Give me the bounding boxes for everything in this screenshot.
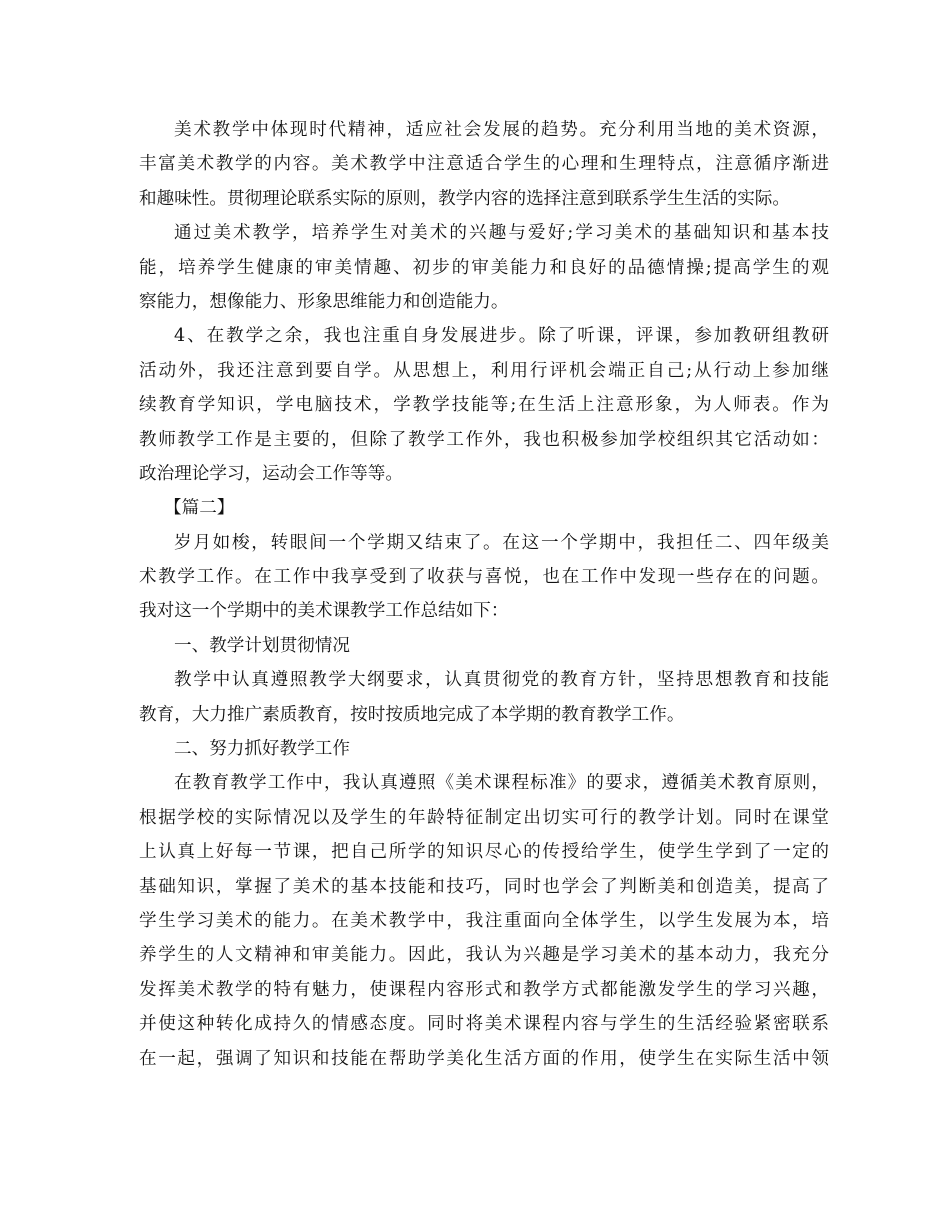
document-body <box>139 113 829 1076</box>
paragraph-line: 和趣味性。贯彻理论联系实际的原则，教学内容的选择注意到联系学生生活的实际。 <box>139 188 790 209</box>
subsection-heading: 二、努力抓好教学工作 <box>174 739 350 760</box>
paragraph-line: 通过美术教学，培养学生对美术的兴趣与爱好;学习美术的基础知识和基本技 <box>174 223 829 244</box>
paragraph-line: 我对这一个学期中的美术课教学工作总结如下： <box>139 601 509 622</box>
paragraph-line: 教师教学工作是主要的，但除了教学工作外，我也积极参加学校组织其它活动如： <box>139 429 829 450</box>
paragraph-line: 政治理论学习，运动会工作等等。 <box>139 463 403 484</box>
paragraph-line: 养学生的人文精神和审美能力。因此，我认为兴趣是学习美术的基本动力，我充分 <box>139 945 829 966</box>
paragraph-line: 活动外，我还注意到要自学。从思想上，利用行评机会端正自己;从行动上参加继 <box>139 360 829 381</box>
paragraph-line: 教学中认真遵照教学大纲要求，认真贯彻党的教育方针，坚持思想教育和技能 <box>174 670 829 691</box>
paragraph-line: 并使这种转化成持久的情感态度。同时将美术课程内容与学生的生活经验紧密联系 <box>139 1014 829 1035</box>
paragraph-line: 4、在教学之余，我也注重自身发展进步。除了听课，评课，参加教研组教研 <box>174 326 829 347</box>
paragraph-line: 美术教学中体现时代精神，适应社会发展的趋势。充分利用当地的美术资源， <box>174 120 829 140</box>
paragraph-line: 丰富美术教学的内容。美术教学中注意适合学生的心理和生理特点，注意循序渐进 <box>139 154 829 175</box>
paragraph-line: 岁月如梭，转眼间一个学期又结束了。在这一个学期中，我担任二、四年级美 <box>174 532 829 553</box>
section-heading: 【篇二】 <box>164 498 235 519</box>
paragraph-line: 基础知识，掌握了美术的基本技能和技巧，同时也学会了判断美和创造美，提高了 <box>139 876 829 897</box>
paragraph-line: 根据学校的实际情况以及学生的年龄特征制定出切实可行的教学计划。同时在课堂 <box>139 807 829 828</box>
paragraph-line: 在一起，强调了知识和技能在帮助学美化生活方面的作用，使学生在实际生活中领 <box>139 1048 829 1069</box>
paragraph-line: 能，培养学生健康的审美情趣、初步的审美能力和良好的品德情操;提高学生的观 <box>139 257 829 278</box>
paragraph-line: 续教育学知识，学电脑技术，学教学技能等;在生活上注意形象，为人师表。作为 <box>139 395 829 416</box>
subsection-heading: 一、教学计划贯彻情况 <box>174 635 350 656</box>
paragraph-line: 学生学习美术的能力。在美术教学中，我注重面向全体学生，以学生发展为本，培 <box>139 910 829 931</box>
paragraph-line: 察能力，想像能力、形象思维能力和创造能力。 <box>139 291 509 312</box>
paragraph-line: 术教学工作。在工作中我享受到了收获与喜悦，也在工作中发现一些存在的问题。 <box>139 567 829 588</box>
paragraph-line: 在教育教学工作中，我认真遵照《美术课程标准》的要求，遵循美术教育原则， <box>174 773 829 794</box>
paragraph-line: 上认真上好每一节课，把自己所学的知识尽心的传授给学生，使学生学到了一定的 <box>139 842 829 863</box>
paragraph-line: 教育，大力推广素质教育，按时按质地完成了本学期的教育教学工作。 <box>139 704 685 725</box>
paragraph-line: 发挥美术教学的特有魅力，使课程内容形式和教学方式都能激发学生的学习兴趣， <box>139 979 829 1000</box>
